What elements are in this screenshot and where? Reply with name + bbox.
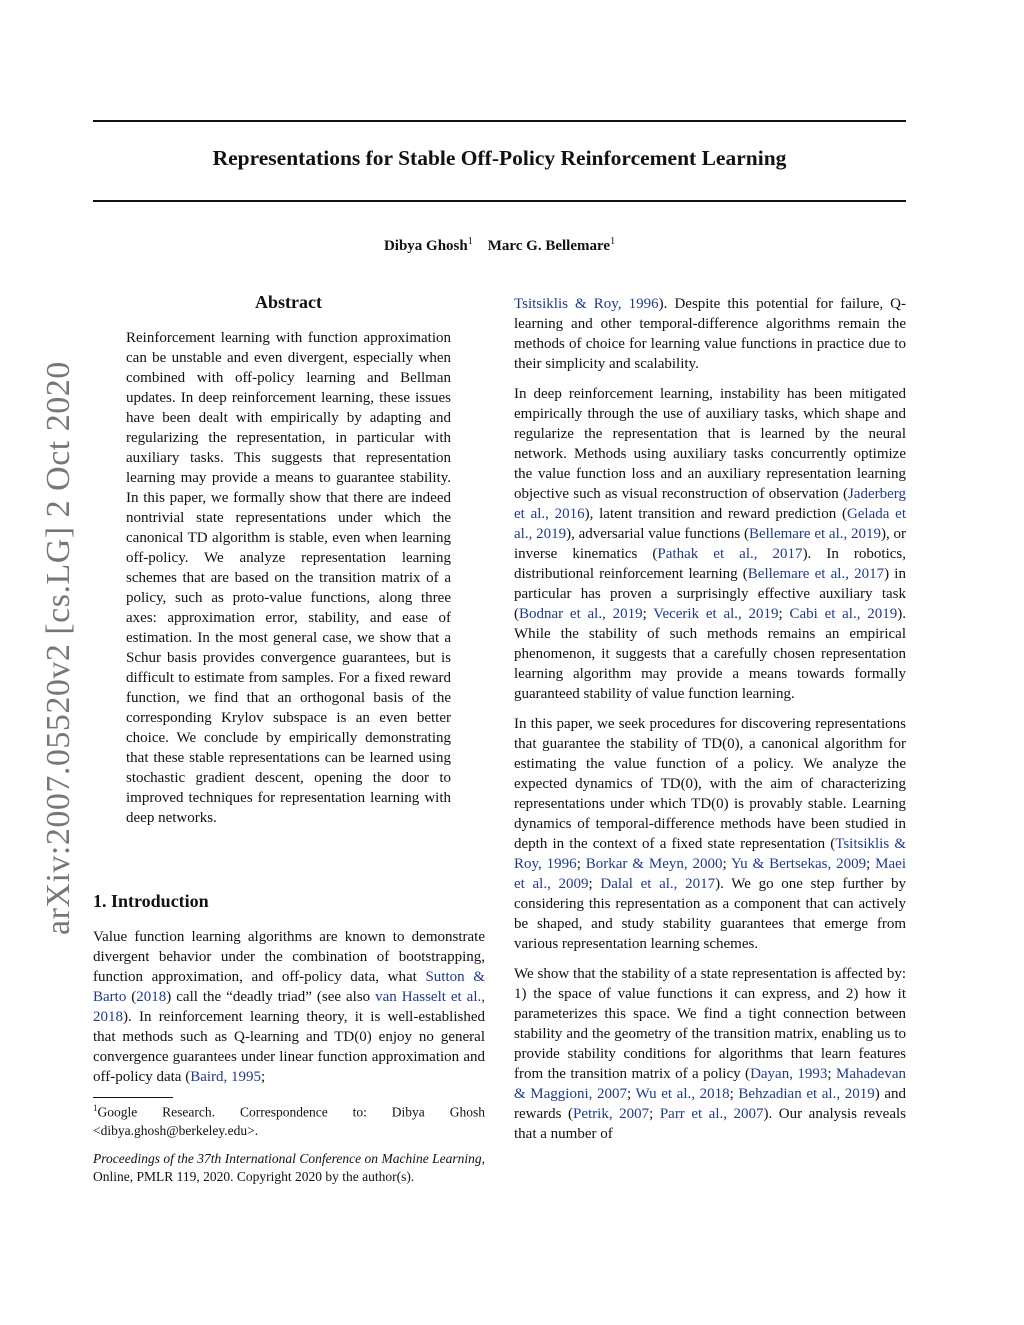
- citation-link[interactable]: Tsitsiklis & Roy, 1996: [514, 836, 906, 872]
- paragraph-text: ;: [729, 1086, 739, 1102]
- citation-link[interactable]: Cabi et al., 2019: [789, 606, 898, 622]
- author-name: Dibya Ghosh: [383, 238, 468, 254]
- paragraph-text: ). Our analysis reveals that a number of: [514, 1106, 906, 1142]
- citation-link[interactable]: Tsitsiklis & Roy, 1996: [514, 296, 659, 312]
- paragraph-text: In deep reinforcement learning, instability has been mitigated empirically through the use of auxiliary tasks, which shape and regularize the representation that is learned by the neural network. Methods using auxiliary tasks concurrently optimize the value function loss and an auxiliary representation learning objective such as visual reconstruction of observation (: [514, 386, 906, 502]
- paragraph-text: ;: [588, 876, 601, 892]
- proceedings-copyright: , Online, PMLR 119, 2020. Copyright 2020 by the author(s).: [93, 1151, 485, 1184]
- affiliation-mark: 1: [610, 236, 616, 247]
- paragraph-text: ). In reinforcement learning theory, it is well-established that methods such as Q-learning and TD(0) enjoy no general convergence guarantees under linear function approximation and off-policy data (: [93, 1009, 485, 1085]
- citation-link[interactable]: Mahadevan & Maggioni, 2007: [514, 1066, 906, 1102]
- right-column: [514, 294, 906, 1154]
- citation-link[interactable]: Bodnar et al., 2019: [519, 606, 643, 622]
- paragraph-text: call the “deadly triad” (see also: [171, 989, 376, 1005]
- paragraph-text: ). In robotics, distributional reinforcement learning (: [514, 546, 906, 582]
- paragraph-text: We show that the stability of a state representation is affected by: 1) the space of value functions it can express, and 2) how it parameterizes this space. We find a tight connection between stability and the geometry of the transition matrix, enabling us to provide stability conditions for algorithms that learn features from the transition matrix of a policy (: [514, 966, 906, 1082]
- citation-link[interactable]: Maei et al., 2009: [514, 856, 906, 892]
- footnote-mark: 1: [93, 1103, 98, 1113]
- citation-link[interactable]: Vecerik et al., 2019: [653, 606, 779, 622]
- title-rule-bottom: [93, 200, 906, 202]
- paragraph-text: ;: [649, 1106, 660, 1122]
- paragraph-text: ) in particular has proven a surprisingly effective auxiliary task (: [514, 566, 906, 622]
- paragraph-text: ;: [261, 1069, 266, 1085]
- footnote-rule: [93, 1097, 173, 1098]
- paragraph-text: ). Despite this potential for failure, Q-learning and other temporal-difference algorithms remain the methods of choice for learning value functions in practice due to their simplicity and scalability.: [514, 296, 906, 372]
- paragraph-text: ;: [627, 1086, 636, 1102]
- paragraph-text: ;: [722, 856, 732, 872]
- title-rule-top: [93, 120, 906, 122]
- paragraph-text: ;: [576, 856, 586, 872]
- paragraph-text: ), adversarial value functions (: [566, 526, 749, 542]
- citation-link[interactable]: Dayan, 1993: [750, 1066, 828, 1082]
- footnote-text: Google Research. Correspondence to: Dibya Ghosh <dibya.ghosh@berkeley.edu>.: [93, 1104, 485, 1138]
- paragraph-text: ;: [866, 856, 876, 872]
- proceedings-note: [93, 1150, 485, 1186]
- citation-link[interactable]: van Hasselt et al., 2018: [93, 989, 486, 1025]
- paragraph: [514, 294, 906, 374]
- paragraph-text: ). We go one step further by considering this representation as a component that can actively be shaped, and study stability guarantees that emerge from various representation learning schemes.: [514, 876, 906, 952]
- citation-link[interactable]: Wu et al., 2018: [635, 1086, 730, 1102]
- introduction-paragraph: Value function learning algorithms are known to demonstrate divergent behavior under the combination of bootstrapping, function approximation, and off-policy data, what Sutton & Barto (2018) call the “deadly triad” (see also van Hasselt et al., 2018). In reinforcement learning theory, it is well-established that methods such as Q-learning and TD(0) enjoy no general convergence guarantees under linear function approximation and off-policy data (Baird, 1995;: [93, 929, 486, 1085]
- citation-link[interactable]: Yu & Bertsekas, 2009: [731, 856, 867, 872]
- abstract-text: Reinforcement learning with function approximation can be unstable and even divergent, especially when combined with off-policy learning and Bellman updates. In deep reinforcement learning, these issues have been dealt with empirically by adapting and regularizing the representation, in particular with auxiliary tasks. This suggests that representation learning may provide a means to guarantee stability. In this paper, we formally show that there are indeed nontrivial state representations under which the canonical TD algorithm is stable, even when learning off-policy. We analyze representation learning schemes that are based on the transition matrix of a policy, such as proto-value functions, along three axes: approximation error, stability, and ease of estimation. In the most general case, we show that a Schur basis provides convergence guarantees, but is difficult to estimate from samples. For a fixed reward function, we find that an orthogonal basis of the corresponding Krylov subspace is an even better choice. We conclude by empirically demonstrating that these stable representations can be learned using stochastic gradient descent, opening the door to improved techniques for representation learning with deep networks.: [126, 330, 451, 826]
- author-name: Marc G. Bellemare: [487, 238, 611, 254]
- abstract-heading: Abstract: [255, 292, 322, 312]
- citation-link[interactable]: Borkar & Meyn, 2000: [585, 856, 723, 872]
- paragraph-text: ) and rewards (: [514, 1086, 907, 1122]
- affiliation-mark: 1: [467, 236, 473, 247]
- citation-link[interactable]: 2018: [136, 989, 167, 1005]
- paragraph-text: ;: [642, 606, 654, 622]
- citation-link[interactable]: Jaderberg et al., 2016: [514, 486, 906, 522]
- paragraph-text: ), latent transition and reward prediction (: [584, 506, 847, 522]
- paper-title: Representations for Stable Off-Policy Reinforcement Learning: [212, 146, 787, 170]
- citation-link[interactable]: Bellemare et al., 2017: [747, 566, 885, 582]
- paragraph-text: Value function learning algorithms are known to demonstrate divergent behavior under the combination of bootstrapping, function approximation, and off-policy data, what: [93, 929, 485, 985]
- citation-link[interactable]: Bellemare et al., 2019: [748, 526, 881, 542]
- paragraph-text: ;: [827, 1066, 837, 1082]
- citation-link[interactable]: Petrik, 2007: [573, 1106, 650, 1122]
- paragraph: [514, 964, 906, 1144]
- citation-link[interactable]: Pathak et al., 2017: [657, 546, 803, 562]
- paragraph-text: ;: [778, 606, 790, 622]
- citation-link[interactable]: Sutton & Barto: [93, 969, 485, 1005]
- citation-link[interactable]: Parr et al., 2007: [659, 1106, 764, 1122]
- citation-link[interactable]: Baird, 1995: [190, 1069, 262, 1085]
- paragraph: [514, 384, 906, 704]
- citation-link[interactable]: Gelada et al., 2019: [514, 506, 906, 542]
- paragraph-text: ), or inverse kinematics (: [514, 526, 906, 562]
- paragraph: [514, 714, 906, 954]
- section-heading-introduction: 1. Introduction: [93, 891, 209, 911]
- citation-link[interactable]: Dalal et al., 2017: [600, 876, 716, 892]
- author-line: [93, 236, 906, 255]
- paragraph-text: In this paper, we seek procedures for discovering representations that guarantee the stability of TD(0), a canonical algorithm for estimating the value function of a policy. We analyze the expected dynamics of TD(0), with the aim of characterizing representations under which TD(0) is provably stable. Learning dynamics of temporal-difference methods have been studied in depth in the context of a fixed state representation (: [514, 716, 906, 852]
- arxiv-stamp: arXiv:2007.05520v2 [cs.LG] 2 Oct 2020: [40, 361, 77, 935]
- paragraph-text: ). While the stability of such methods remains an empirical phenomenon, it suggests that a carefully chosen representation learning algorithm may provide a means towards formally guaranteed stability of value function learning.: [514, 606, 906, 702]
- footnote: [93, 1099, 485, 1140]
- proceedings-venue: Proceedings of the 37th International Conference on Machine Learning: [93, 1151, 482, 1166]
- citation-link[interactable]: Behzadian et al., 2019: [738, 1086, 875, 1102]
